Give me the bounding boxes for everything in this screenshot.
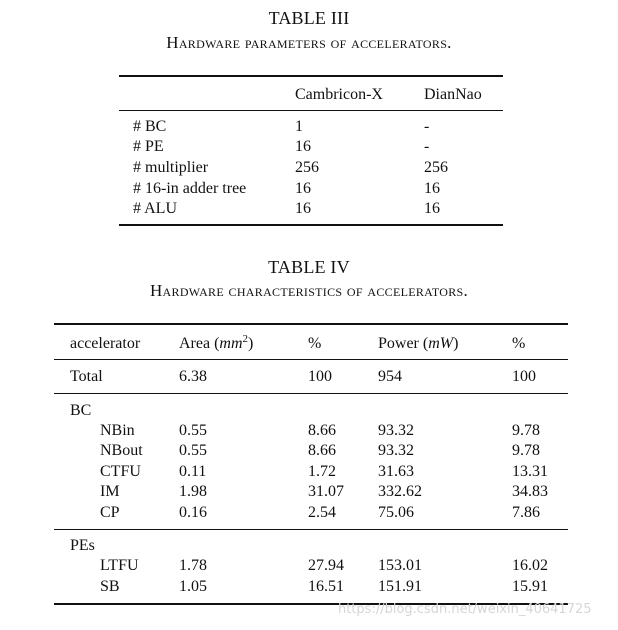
table3-cell: 256 xyxy=(424,159,448,176)
cell-area-percent: 16.51 xyxy=(308,578,344,595)
row-label: CP xyxy=(100,504,120,521)
cell-power: 75.06 xyxy=(378,504,414,521)
total-power: 954 xyxy=(378,368,402,385)
table3-cell: 16 xyxy=(295,180,311,197)
table4-group-rule xyxy=(54,529,568,530)
cell-power: 93.32 xyxy=(378,442,414,459)
total-area-percent: 100 xyxy=(308,368,332,385)
cell-power-percent: 9.78 xyxy=(512,442,540,459)
total-area: 6.38 xyxy=(179,368,207,385)
table4-caption: Hardware characteristics of accelerators. xyxy=(149,281,469,300)
group-label-pes: PEs xyxy=(70,537,95,554)
table3-caption: Hardware parameters of accelerators. xyxy=(166,33,452,52)
table3-cell: 16 xyxy=(295,138,311,155)
cell-area-percent: 31.07 xyxy=(308,483,344,500)
cell-power: 151.91 xyxy=(378,578,422,595)
row-label: CTFU xyxy=(100,463,141,480)
table3-row-label: # ALU xyxy=(133,200,177,217)
header-accelerator: accelerator xyxy=(70,335,141,352)
total-power-percent: 100 xyxy=(512,368,536,385)
header-area: Area $(mm^2)$ xyxy=(179,333,254,352)
table3-header-cambricon: Cambricon-X xyxy=(295,86,383,103)
table3-mid-rule xyxy=(119,110,503,111)
cell-power: 153.01 xyxy=(378,557,422,574)
row-label: LTFU xyxy=(100,557,139,574)
table3-cell: - xyxy=(424,138,430,155)
table3-row-label: # multiplier xyxy=(133,159,209,176)
cell-area-percent: 8.66 xyxy=(308,442,336,459)
header-power-percent: % xyxy=(512,335,526,352)
table3-cell: - xyxy=(424,118,430,135)
header-area-percent: % xyxy=(308,335,322,352)
table3-cell: 16 xyxy=(295,200,311,217)
cell-area: 1.98 xyxy=(179,483,207,500)
cell-power-percent: 34.83 xyxy=(512,483,548,500)
table3-cell: 16 xyxy=(424,200,440,217)
table3-bottom-rule xyxy=(119,224,503,226)
cell-power: 31.63 xyxy=(378,463,414,480)
row-label: IM xyxy=(100,483,120,500)
table4-top-rule xyxy=(54,323,568,325)
table3-row-label: # BC xyxy=(133,118,167,135)
cell-power: 332.62 xyxy=(378,483,422,500)
cell-area: 1.05 xyxy=(179,578,207,595)
table3-row-label: # 16-in adder tree xyxy=(133,180,247,197)
cell-area: 0.55 xyxy=(179,442,207,459)
cell-power-percent: 15.91 xyxy=(512,578,548,595)
table3-title: TABLE III xyxy=(268,8,350,28)
table4-title: TABLE IV xyxy=(268,257,350,277)
watermark-url: https://blog.csdn.net/weixin_40641725 xyxy=(338,602,592,617)
cell-area: 0.55 xyxy=(179,422,207,439)
cell-area: 0.16 xyxy=(179,504,207,521)
row-label: NBout xyxy=(100,442,143,459)
cell-area: 0.11 xyxy=(179,463,207,480)
cell-power-percent: 7.86 xyxy=(512,504,540,521)
table3-top-rule xyxy=(119,75,503,77)
table4-header-rule xyxy=(54,359,568,360)
cell-area-percent: 8.66 xyxy=(308,422,336,439)
table3-cell: 256 xyxy=(295,159,319,176)
cell-area-percent: 2.54 xyxy=(308,504,336,521)
cell-power: 93.32 xyxy=(378,422,414,439)
table3-row-label: # PE xyxy=(133,138,164,155)
cell-power-percent: 16.02 xyxy=(512,557,548,574)
header-power: Power (mW) xyxy=(378,335,459,352)
total-label: Total xyxy=(70,368,103,385)
cell-area: 1.78 xyxy=(179,557,207,574)
table3-cell: 1 xyxy=(295,118,303,135)
cell-area-percent: 1.72 xyxy=(308,463,336,480)
table3-header-diannao: DianNao xyxy=(424,86,482,103)
table4-total-rule xyxy=(54,393,568,394)
row-label: NBin xyxy=(100,422,135,439)
cell-power-percent: 13.31 xyxy=(512,463,548,480)
table3-cell: 16 xyxy=(424,180,440,197)
group-label-bc: BC xyxy=(70,402,92,419)
cell-area-percent: 27.94 xyxy=(308,557,344,574)
cell-power-percent: 9.78 xyxy=(512,422,540,439)
row-label: SB xyxy=(100,578,120,595)
